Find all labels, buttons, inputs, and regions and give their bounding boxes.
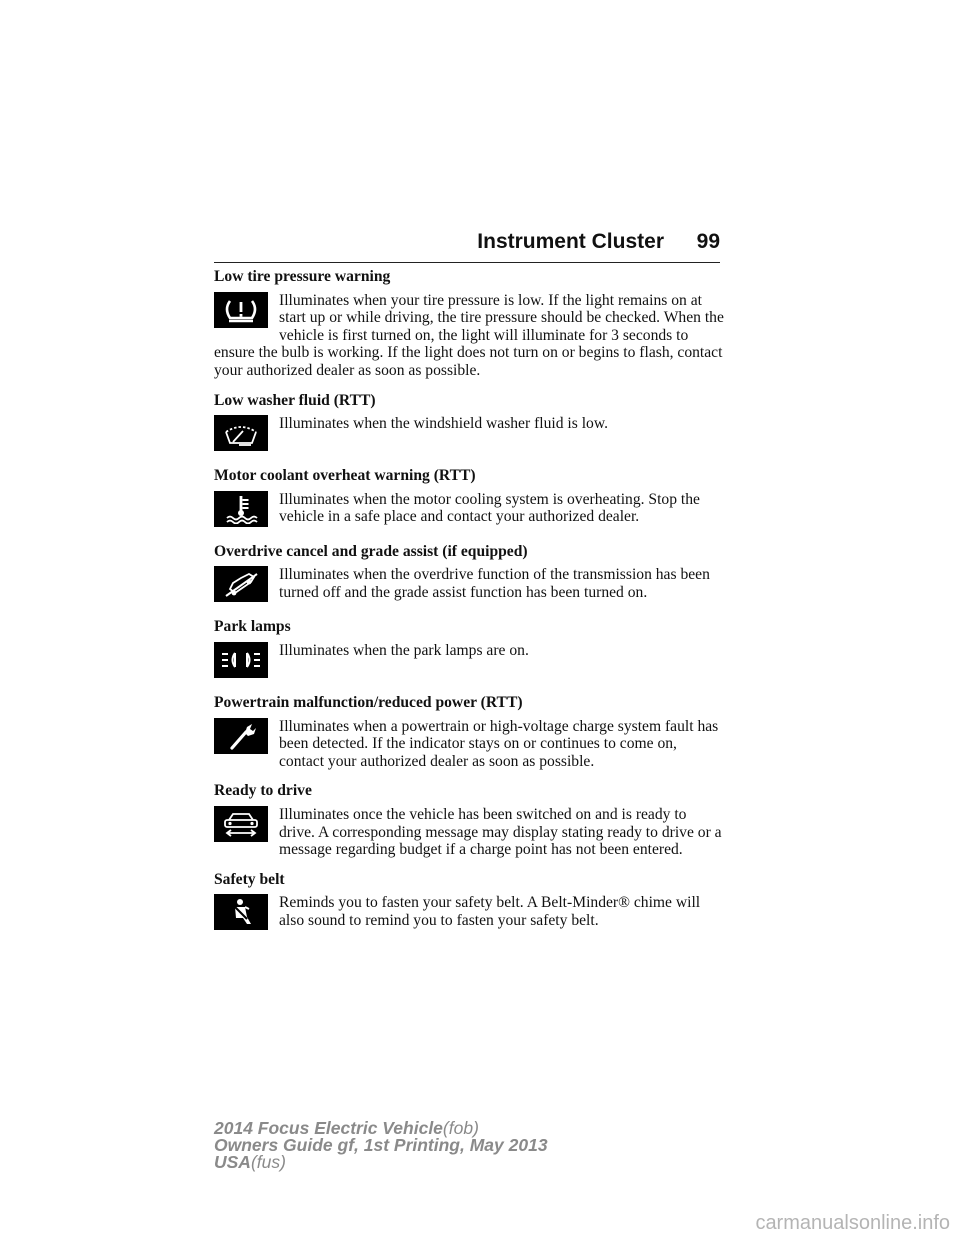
entry-title: Park lamps (214, 618, 291, 636)
entry-title: Overdrive cancel and grade assist (if equipped) (214, 542, 528, 560)
section-title: Instrument Cluster (477, 230, 664, 253)
entry-low-tire-pressure (214, 268, 724, 380)
footer-guide-info: Owners Guide gf, 1st Printing, May 2013 (214, 1135, 548, 1155)
entry-low-washer-fluid (214, 392, 724, 456)
page-number: 99 (696, 230, 720, 253)
entry-description: Illuminates when the windshield washer fluid is low. (279, 415, 608, 433)
entry-title: Low tire pressure warning (214, 268, 391, 285)
document-footer (214, 1120, 548, 1171)
park-lamps-icon (214, 642, 268, 678)
entry-park-lamps (214, 618, 724, 682)
washer-fluid-icon (214, 415, 268, 451)
entry-title: Ready to drive (214, 782, 312, 800)
grade-assist-icon (214, 566, 268, 602)
entry-motor-coolant-overheat (214, 467, 724, 531)
ready-to-drive-icon (214, 806, 268, 842)
footer-model: 2014 Focus Electric Vehicle (214, 1118, 443, 1138)
entry-safety-belt (214, 871, 724, 935)
warning-lights-list (214, 268, 724, 946)
entry-title: Powertrain malfunction/reduced power (RTT) (214, 693, 523, 711)
footer-market-code: (fus) (250, 1152, 286, 1172)
entry-description: Illuminates when a powertrain or high-voltage charge system fault has been detected. If the indicator stays on or continues to come on, contact your authorized dealer as soon as possible. (279, 717, 719, 770)
coolant-temperature-icon (214, 491, 268, 527)
wrench-icon (214, 718, 268, 754)
seatbelt-icon (214, 894, 268, 930)
entry-description: Illuminates once the vehicle has been switched on and is ready to drive. A corresponding message may display stating ready to drive or a message regarding budget if a charge point has not been entered. (279, 805, 722, 859)
entry-title: Safety belt (214, 870, 285, 888)
footer-market: USA (214, 1152, 251, 1172)
entry-description: Illuminates when your tire pressure is low. If the light remains on at start up or while driving, the tire pressure should be checked. When the vehicle is first turned on, the light will illuminate for 3 seconds to ensure the bulb is working. If the light does not turn on or begins to flash, contact your authorized dealer as soon as possible. (214, 291, 724, 379)
entry-title: Motor coolant overheat warning (RTT) (214, 467, 476, 485)
entry-description: Illuminates when the motor cooling system is overheating. Stop the vehicle in a safe place and contact your authorized dealer. (279, 490, 700, 526)
page-header (214, 226, 720, 263)
entry-title: Low washer fluid (RTT) (214, 391, 376, 409)
entry-powertrain-malfunction (214, 694, 724, 770)
entry-description: Reminds you to fasten your safety belt. A Belt-Minder® chime will also sound to remind you to fasten your safety belt. (279, 894, 701, 929)
tire-pressure-icon (214, 292, 268, 328)
watermark: carmanualsonline.info (755, 1212, 950, 1234)
entry-description: Illuminates when the park lamps are on. (279, 641, 529, 659)
entry-description: Illuminates when the overdrive function of the transmission has been turned off and the grade assist function has been turned on. (279, 566, 710, 601)
footer-model-code: (fob) (442, 1118, 479, 1138)
entry-ready-to-drive (214, 782, 724, 858)
entry-overdrive-cancel (214, 543, 724, 607)
